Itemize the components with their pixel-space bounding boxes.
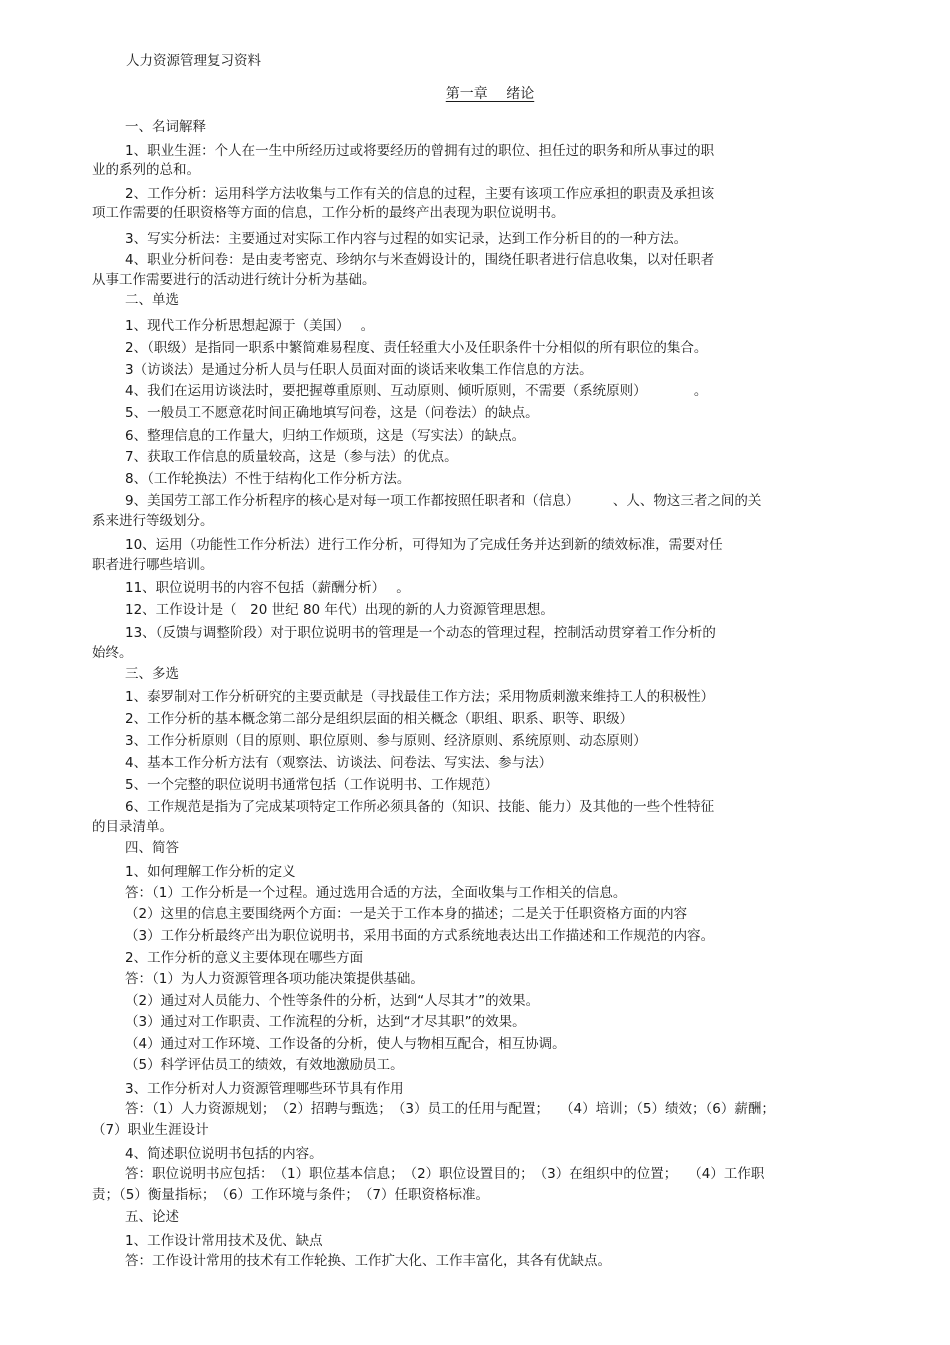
text-line: （3）通过对工作职责、工作流程的分析，达到“才尽其职”的效果。 [125, 1014, 526, 1030]
text-line: 职者进行哪些培训。 [92, 557, 214, 573]
text-line: 2、工作分析的基本概念第二部分是组织层面的相关概念（职组、职系、职等、职级） [125, 711, 634, 727]
section-heading: 四、简答 [125, 840, 179, 856]
text-line: 从事工作需要进行的活动进行统计分析为基础。 [92, 272, 376, 288]
text-line: 答：职位说明书应包括： （1）职位基本信息； （2）职位设置目的； （3）在组织中的位置； （4）工作职 [125, 1166, 765, 1182]
document-header: 人力资源管理复习资料 [126, 53, 261, 69]
text-line: 1、工作设计常用技术及优、缺点 [125, 1233, 323, 1249]
text-line: 1、如何理解工作分析的定义 [125, 864, 296, 880]
text-line: 13、（反馈与调整阶段）对于职位说明书的管理是一个动态的管理过程，控制活动贯穿着工作分析的 [125, 625, 716, 641]
text-line: （7）职业生涯设计 [92, 1122, 209, 1138]
text-line: 答：（1）工作分析是一个过程。通过选用合适的方法，全面收集与工作相关的信息。 [125, 885, 627, 901]
text-line: （2）这里的信息主要围绕两个方面：一是关于工作本身的描述；二是关于任职资格方面的内容 [125, 906, 688, 922]
text-line: 11、职位说明书的内容不包括（薪酬分析） 。 [125, 580, 410, 596]
text-line: 答：（1）为人力资源管理各项功能决策提供基础。 [125, 971, 424, 987]
text-line: 7、获取工作信息的质量较高，这是（参与法）的优点。 [125, 449, 458, 465]
text-line: 5、一般员工不愿意花时间正确地填写问卷，这是（问卷法）的缺点。 [125, 405, 539, 421]
text-line: 1、泰罗制对工作分析研究的主要贡献是（寻找最佳工作方法；采用物质刺激来维持工人的积极性） [125, 689, 715, 705]
text-line: （2）通过对人员能力、个性等条件的分析，达到“人尽其才”的效果。 [125, 993, 540, 1009]
text-line: 9、美国劳工部工作分析程序的核心是对每一项工作都按照任职者和（信息） 、人、物这三者之间的关 [125, 493, 762, 509]
text-line: 2、（职级）是指同一职系中繁简难易程度、责任轻重大小及任职条件十分相似的所有职位的集合。 [125, 340, 708, 356]
text-line: 2、工作分析的意义主要体现在哪些方面 [125, 950, 364, 966]
text-line: 2、工作分析：运用科学方法收集与工作有关的信息的过程，主要有该项工作应承担的职责及承担该 [125, 186, 715, 202]
text-line: 4、我们在运用访谈法时，要把握尊重原则、互动原则、倾听原则，不需要（系统原则） 。 [125, 383, 708, 399]
text-line: 始终。 [92, 645, 133, 661]
text-line: 3（访谈法）是通过分析人员与任职人员面对面的谈话来收集工作信息的方法。 [125, 362, 593, 378]
text-line: 12、工作设计是（ 20 世纪 80 年代）出现的新的人力资源管理思想。 [125, 602, 554, 618]
text-line: 5、一个完整的职位说明书通常包括（工作说明书、工作规范） [125, 777, 499, 793]
text-line: 4、职业分析问卷：是由麦考密克、珍纳尔与米查姆设计的，围绕任职者进行信息收集，以对任职者 [125, 252, 715, 268]
text-line: 6、整理信息的工作量大，归纳工作烦琐，这是（写实法）的缺点。 [125, 428, 526, 444]
text-line: 业的系列的总和。 [92, 162, 200, 178]
text-line: 1、现代工作分析思想起源于（美国） 。 [125, 318, 375, 334]
chapter-title: 第一章 绪论 [445, 86, 535, 102]
text-line: 10、运用（功能性工作分析法）进行工作分析，可得知为了完成任务并达到新的绩效标准，需要对任 [125, 537, 723, 553]
text-line: 责；（5）衡量指标； （6）工作环境与条件； （7）任职资格标准。 [92, 1187, 490, 1203]
text-line: （5）科学评估员工的绩效，有效地激励员工。 [125, 1057, 404, 1073]
section-heading: 三、多选 [125, 666, 179, 682]
text-line: 项工作需要的任职资格等方面的信息，工作分析的最终产出表现为职位说明书。 [92, 205, 565, 221]
text-line: 3、工作分析对人力资源管理哪些环节具有作用 [125, 1081, 404, 1097]
text-line: 3、写实分析法：主要通过对实际工作内容与过程的如实记录，达到工作分析目的的一种方法。 [125, 231, 688, 247]
section-heading: 五、论述 [125, 1209, 179, 1225]
text-line: 的目录清单。 [92, 819, 173, 835]
section-heading: 一、名词解释 [125, 119, 206, 135]
text-line: 4、简述职位说明书包括的内容。 [125, 1146, 323, 1162]
text-line: 4、基本工作分析方法有（观察法、访谈法、问卷法、写实法、参与法） [125, 755, 553, 771]
text-line: 8、（工作轮换法）不性于结构化工作分析方法。 [125, 471, 411, 487]
text-line: 3、工作分析原则（目的原则、职位原则、参与原则、经济原则、系统原则、动态原则） [125, 733, 647, 749]
text-line: 答：（1）人力资源规划； （2）招聘与甄选； （3）员工的任用与配置； （4）培训；（5）绩效；（6）薪酬； [125, 1101, 775, 1117]
text-line: 6、工作规范是指为了完成某项特定工作所必须具备的（知识、技能、能力）及其他的一些个性特征 [125, 799, 715, 815]
text-line: 答：工作设计常用的技术有工作轮换、工作扩大化、工作丰富化，其各有优缺点。 [125, 1253, 611, 1269]
text-line: （4）通过对工作环境、工作设备的分析，使人与物相互配合，相互协调。 [125, 1036, 566, 1052]
text-line: 系来进行等级划分。 [92, 513, 214, 529]
text-line: 1、职业生涯：个人在一生中所经历过或将要经历的曾拥有过的职位、担任过的职务和所从事过的职 [125, 143, 715, 159]
text-line: （3）工作分析最终产出为职位说明书，采用书面的方式系统地表达出工作描述和工作规范的内容。 [125, 928, 715, 944]
section-heading: 二、单选 [125, 292, 179, 308]
